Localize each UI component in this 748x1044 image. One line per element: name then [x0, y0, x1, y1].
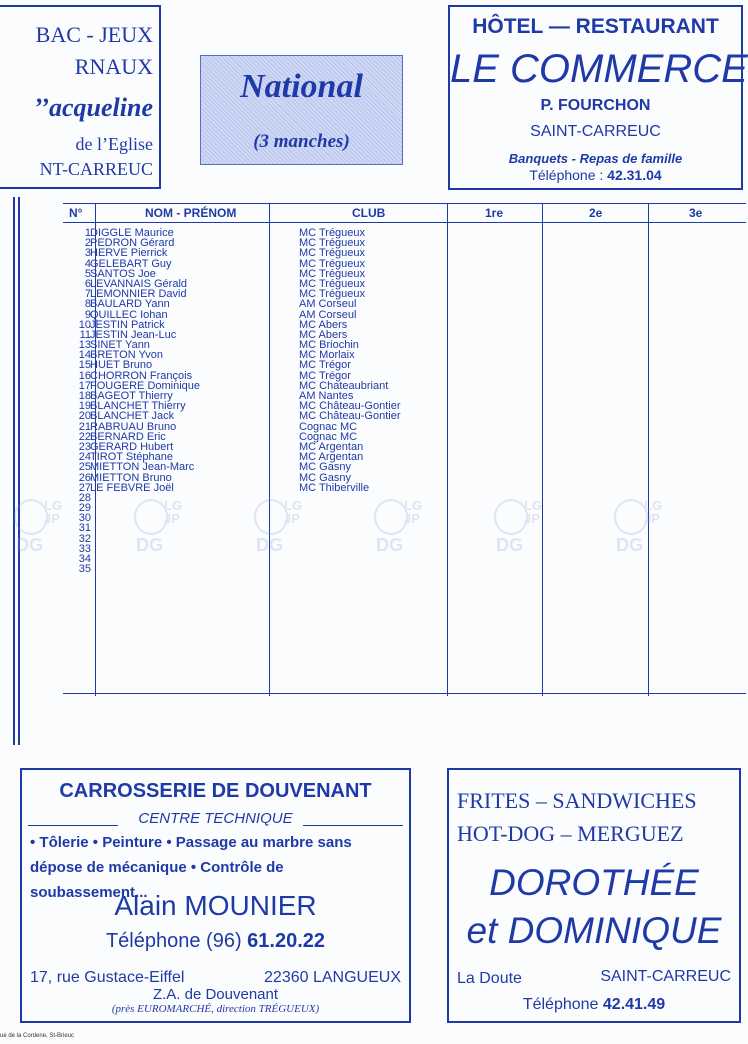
carrosserie-phone-label: Téléphone (96): [105, 930, 242, 952]
frites-place: La Doute: [457, 970, 522, 987]
carrosserie-ad: [20, 768, 411, 1023]
row-name: RABRUAU Bruno: [90, 420, 177, 433]
row-number: 10: [78, 318, 91, 331]
column-divider: [269, 203, 270, 696]
row-name: BAULARD Yann: [90, 298, 170, 311]
row-club: AM Corseul: [299, 308, 357, 321]
row-name: MIETTON Bruno: [90, 471, 172, 484]
table-header: [63, 203, 746, 223]
margin-rule: [13, 197, 15, 745]
row-name: HERVE Pierrick: [90, 247, 168, 260]
watermark-badge: LG JP DG: [496, 498, 543, 555]
row-club: MC Trégor: [299, 359, 351, 372]
carrosserie-services: • Tôlerie • Peinture • Passage au marbre sans dépose de mécanique • Contrôle de soubassement...: [30, 834, 352, 901]
header-club: CLUB: [352, 206, 386, 220]
row-number: 1: [84, 227, 91, 239]
row-number: 25: [78, 461, 91, 474]
row-club: MC Château-Gontier: [299, 410, 401, 423]
row-name: BAGEOT Thierry: [90, 390, 173, 402]
row-name: LE FEBVRE Joël: [90, 481, 174, 494]
race-subtitle: (3 manches): [253, 131, 350, 152]
header-run-3: 3e: [689, 206, 703, 220]
row-name: FOUGERE Dominique: [90, 379, 201, 392]
row-name: JESTIN Jean-Luc: [90, 328, 177, 341]
row-name: PEDRON Gérard: [90, 237, 175, 250]
row-name: BERNARD Eric: [90, 430, 166, 443]
row-club: Cognac MC: [299, 420, 358, 433]
row-club: MC Chateaubriant: [299, 379, 389, 392]
frites-line-1: FRITES – SANDWICHES: [457, 788, 697, 813]
row-name: LEVANNAIS Gérald: [90, 277, 188, 290]
frites-phone: 42.41.49: [602, 996, 666, 1013]
row-number: 21: [78, 420, 91, 433]
frites-name-2: et DOMINIQUE: [466, 910, 722, 951]
row-number: 16: [78, 369, 91, 382]
row-number: 28: [78, 491, 91, 504]
carrosserie-title: CARROSSERIE DE DOUVENANT: [59, 780, 372, 802]
tabac-line-2: RNAUX: [74, 54, 153, 79]
row-number: 3: [84, 247, 91, 260]
row-club: MC Abers: [299, 318, 348, 331]
row-name: GELEBART Guy: [90, 257, 172, 270]
row-number: 18: [78, 390, 91, 402]
row-name: DIGGLE Maurice: [90, 227, 174, 239]
frites-phone-label: Téléphone: [522, 996, 599, 1013]
row-club: Cognac MC: [299, 430, 358, 443]
row-club: MC Argentan: [299, 451, 364, 464]
watermark: [0, 491, 748, 555]
row-club: MC Morlaix: [299, 349, 355, 362]
row-number: 17: [78, 379, 91, 392]
row-club: MC Trégueux: [299, 237, 366, 250]
row-club: MC Thiberville: [299, 481, 370, 494]
carrosserie-city: 22360 LANGUEUX: [264, 969, 401, 986]
row-club: MC Trégor: [299, 369, 351, 382]
carrosserie-phone-line: [22, 930, 409, 953]
row-club: MC Trégueux: [299, 267, 366, 280]
column-divider: [542, 203, 543, 696]
row-name: LEMONNIER David: [90, 288, 187, 301]
table-bottom-rule: [63, 693, 746, 694]
tabac-line-5: NT-CARREUC: [39, 159, 153, 179]
carrosserie-directions: (près EUROMARCHÉ, direction TRÉGUEUX): [111, 1003, 320, 1015]
watermark-badge: LG JP DG: [376, 498, 423, 555]
header-run-1: 1re: [485, 206, 504, 220]
row-club: MC Gasny: [299, 471, 351, 484]
column-divider: [648, 203, 649, 696]
hotel-phone: 42.31.04: [607, 167, 662, 183]
row-number: 22: [78, 430, 91, 443]
row-club: MC Argentan: [299, 440, 364, 453]
row-number: 2: [84, 237, 91, 250]
frites-phone-line: [449, 996, 739, 1014]
row-number: 5: [84, 267, 91, 280]
watermark-badge: LG JP DG: [256, 498, 303, 555]
row-name: CHORRON François: [90, 369, 193, 382]
hotel-phone-label: Téléphone :: [529, 167, 604, 183]
margin-rule: [18, 197, 20, 745]
row-club: MC Abers: [299, 328, 348, 341]
row-number: 4: [84, 257, 91, 270]
frites-ad: [447, 768, 741, 1023]
row-number: 32: [78, 532, 91, 545]
carrosserie-zone: Z.A. de Douvenant: [152, 986, 279, 1003]
row-name: SANTOS Joe: [90, 267, 156, 280]
header-number: N°: [69, 206, 83, 220]
row-number: 7: [84, 288, 91, 301]
watermark-badge: LG JP DG: [136, 498, 183, 555]
row-club: MC Trégueux: [299, 277, 366, 290]
row-number: 30: [78, 512, 91, 525]
hotel-heading: HÔTEL — RESTAURANT: [472, 15, 719, 38]
hotel-ad: [448, 5, 748, 190]
frites-line-2: HOT-DOG – MERGUEZ: [457, 821, 684, 846]
carrosserie-phone: 61.20.22: [247, 930, 326, 952]
row-number: 27: [78, 481, 91, 494]
row-name: GERARD Hubert: [90, 440, 174, 453]
row-name: QUILLEC Iohan: [90, 308, 168, 321]
row-name: MIETTON Jean-Marc: [90, 461, 195, 474]
frites-town: SAINT-CARREUC: [600, 968, 731, 985]
row-club: MC Briochin: [299, 339, 359, 352]
row-club: MC Trégueux: [299, 227, 366, 239]
divider: [303, 825, 403, 826]
carrosserie-owner: Alain MOUNIER: [114, 890, 317, 921]
row-number: 19: [78, 400, 91, 413]
race-title-panel: [200, 55, 403, 165]
row-number: 35: [78, 563, 91, 576]
row-name: BRETON Yvon: [90, 349, 163, 362]
column-divider: [447, 203, 448, 696]
printer-credit: ue de la Cordene, St-Brieuc: [0, 1033, 75, 1039]
tabac-line-4: de l’Eglise: [75, 134, 153, 154]
hotel-owner: P. FOURCHON: [540, 97, 651, 114]
row-club: MC Gasny: [299, 461, 351, 474]
row-name: BLANCHET Jack: [90, 410, 175, 423]
watermark-badge: LG JP DG: [616, 498, 663, 555]
row-number: 24: [78, 451, 91, 464]
header-name: NOM - PRÉNOM: [145, 206, 237, 220]
row-club: MC Trégueux: [299, 257, 366, 270]
row-number: 34: [78, 553, 91, 565]
carrosserie-subtitle: CENTRE TECHNIQUE: [138, 810, 293, 827]
watermark-badge: LG JP DG: [16, 498, 63, 555]
row-name: HUET Bruno: [90, 359, 153, 372]
row-club: AM Nantes: [299, 390, 354, 402]
row-name: JESTIN Patrick: [90, 318, 165, 331]
hotel-town: SAINT-CARREUC: [530, 123, 661, 140]
hotel-name: LE COMMERCE: [450, 47, 748, 91]
hotel-phone-line: [450, 167, 741, 183]
row-number: 13: [78, 339, 91, 352]
row-number: 33: [78, 542, 91, 555]
row-number: 14: [78, 349, 91, 362]
row-name: TIROT Stéphane: [90, 451, 173, 464]
carrosserie-address: 17, rue Gustace-Eiffel: [30, 969, 185, 986]
row-club: AM Corseul: [299, 298, 357, 311]
row-club: MC Trégueux: [299, 247, 366, 260]
row-number: 15: [78, 359, 91, 372]
row-number: 31: [78, 522, 91, 535]
row-club: MC Trégueux: [299, 288, 366, 301]
hotel-services: Banquets - Repas de famille: [508, 151, 683, 166]
row-number: 9: [84, 308, 91, 321]
tabac-line-3: acqueline’’: [33, 93, 153, 122]
row-number: 23: [78, 440, 91, 453]
row-name: SINET Yann: [90, 339, 150, 352]
row-club: MC Château-Gontier: [299, 400, 401, 413]
row-number: 6: [84, 277, 91, 290]
frites-name-1: DOROTHÉE: [489, 862, 699, 903]
tabac-line-1: BAC - JEUX: [35, 22, 153, 47]
header-run-2: 2e: [589, 206, 603, 220]
row-number: 29: [78, 502, 91, 515]
row-number: 20: [78, 410, 91, 423]
tabac-ad: [0, 5, 161, 189]
row-number: 11: [79, 328, 91, 341]
row-number: 26: [78, 471, 91, 484]
row-number: 8: [84, 298, 91, 311]
row-name: BLANCHET Thierry: [90, 400, 186, 413]
race-title: National: [240, 68, 363, 105]
